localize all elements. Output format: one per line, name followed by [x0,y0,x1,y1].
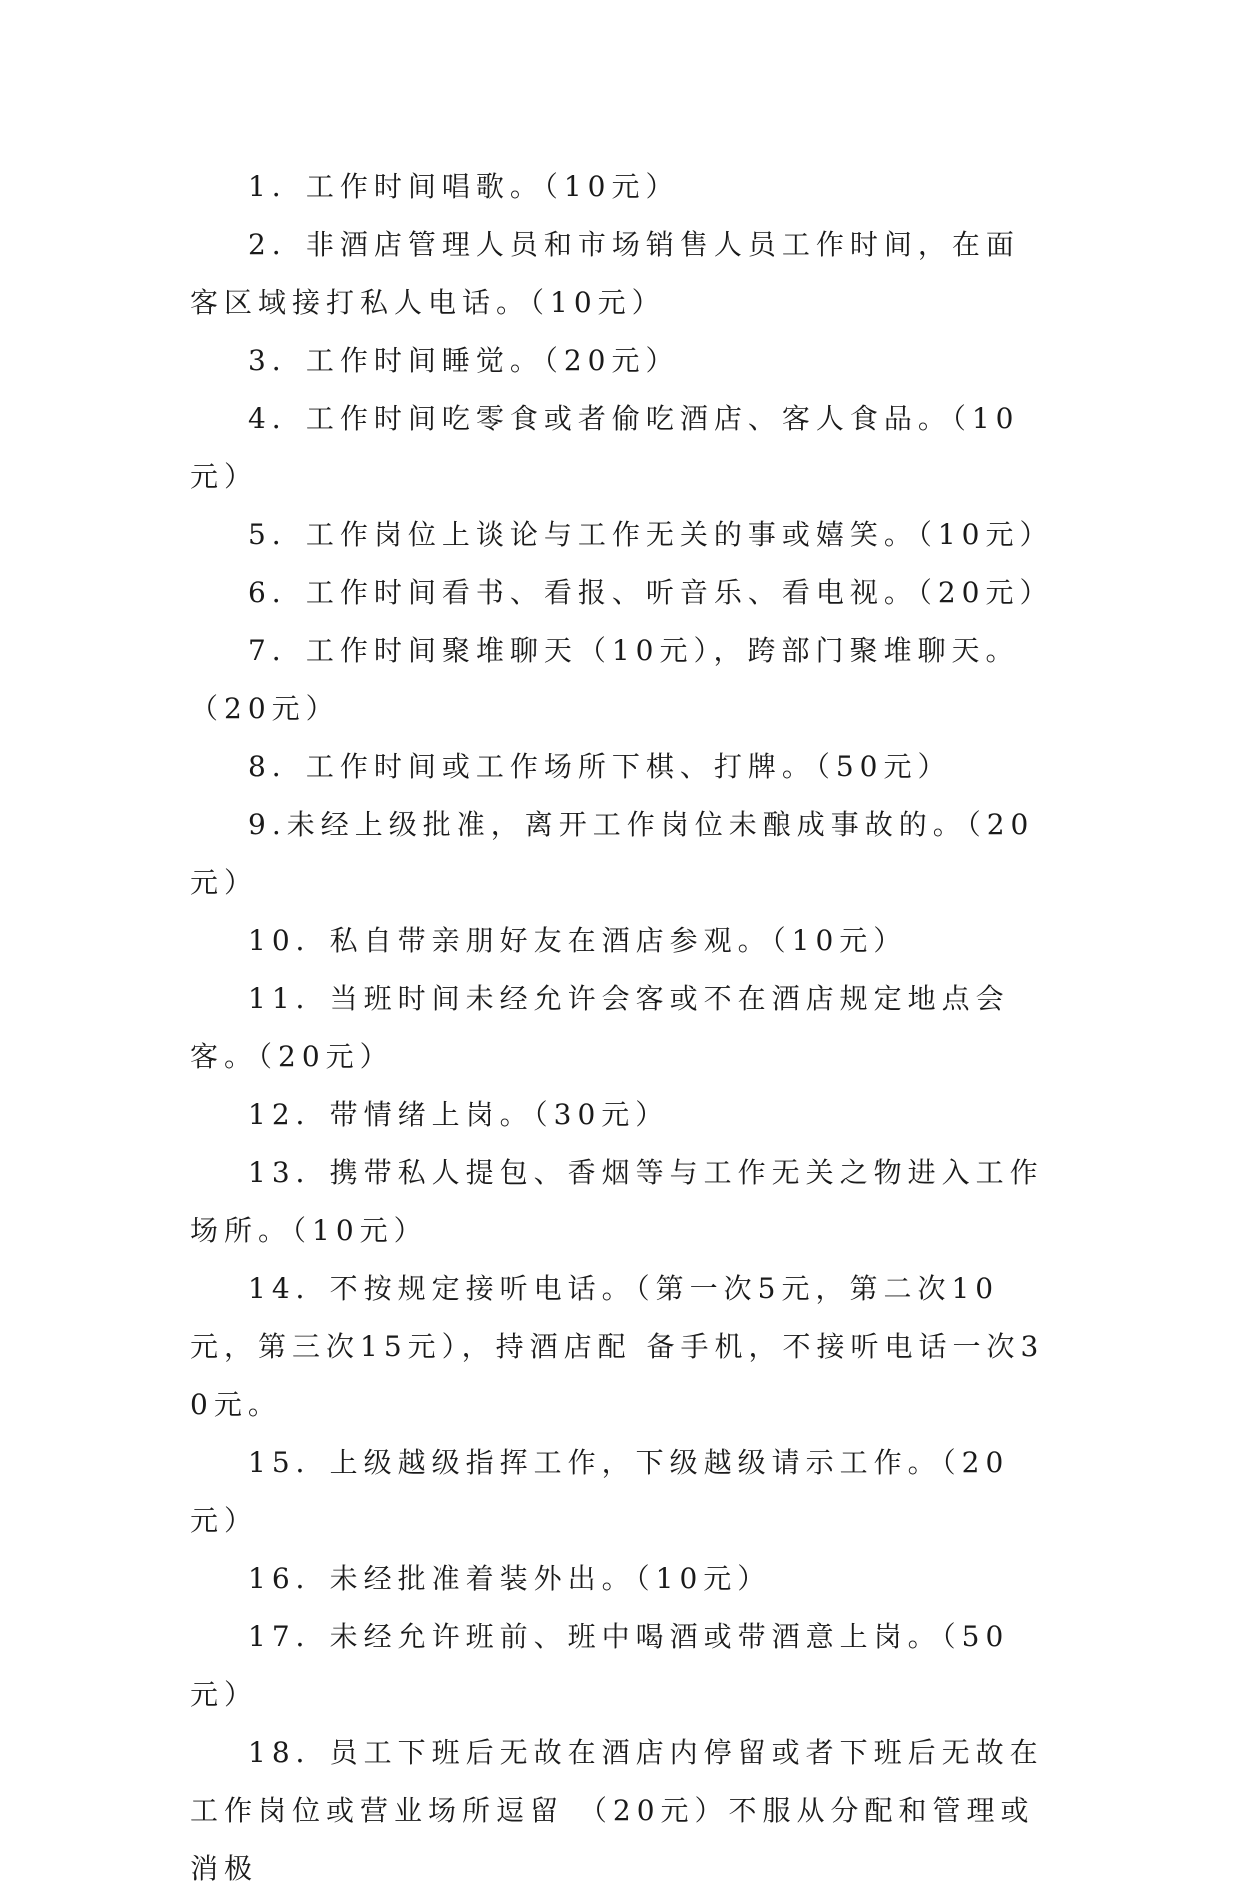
rule-item-10: 10．私自带亲朋好友在酒店参观。（10元） [248,924,908,957]
rule-item-6: 6．工作时间看书、看报、听音乐、看电视。（20元） [248,576,1054,609]
rule-item-9: 9.未经上级批准，离开工作岗位未酿成事故的。（20元） [190,808,1035,899]
rule-item-4: 4．工作时间吃零食或者偷吃酒店、客人食品。（10元） [190,402,1020,493]
rule-item-2: 2．非酒店管理人员和市场销售人员工作时间，在面客区域接打私人电话。（10元） [190,228,1020,319]
rule-item-1: 1．工作时间唱歌。（10元） [248,170,680,203]
rule-item-13: 13．携带私人提包、香烟等与工作无关之物进入工作场所。（10元） [190,1156,1044,1247]
rule-item-5: 5．工作岗位上谈论与工作无关的事或嬉笑。（10元） [248,518,1054,551]
rule-item-11: 11．当班时间未经允许会客或不在酒店规定地点会客。（20元） [190,982,1010,1073]
rule-item-14: 14．不按规定接听电话。（第一次5元，第二次10元，第三次15元），持酒店配 备手机，不接听电话一次30元。 [190,1272,1045,1421]
rule-item-16: 16．未经批准着装外出。（10元） [248,1562,772,1595]
rule-item-15: 15．上级越级指挥工作，下级越级请示工作。（20元） [190,1446,1010,1537]
rule-item-12: 12．带情绪上岗。（30元） [248,1098,670,1131]
rule-item-3: 3．工作时间睡觉。（20元） [248,344,680,377]
rule-item-8: 8．工作时间或工作场所下棋、打牌。（50元） [248,750,952,783]
rule-item-7: 7．工作时间聚堆聊天（10元），跨部门聚堆聊天。（20元） [190,634,1020,725]
document-body [190,158,1054,1898]
rule-item-18: 18．员工下班后无故在酒店内停留或者下班后无故在工作岗位或营业场所逗留 （20元）不服从分配和管理或消极 [190,1736,1044,1885]
rule-item-17: 17．未经允许班前、班中喝酒或带酒意上岗。（50元） [190,1620,1010,1711]
